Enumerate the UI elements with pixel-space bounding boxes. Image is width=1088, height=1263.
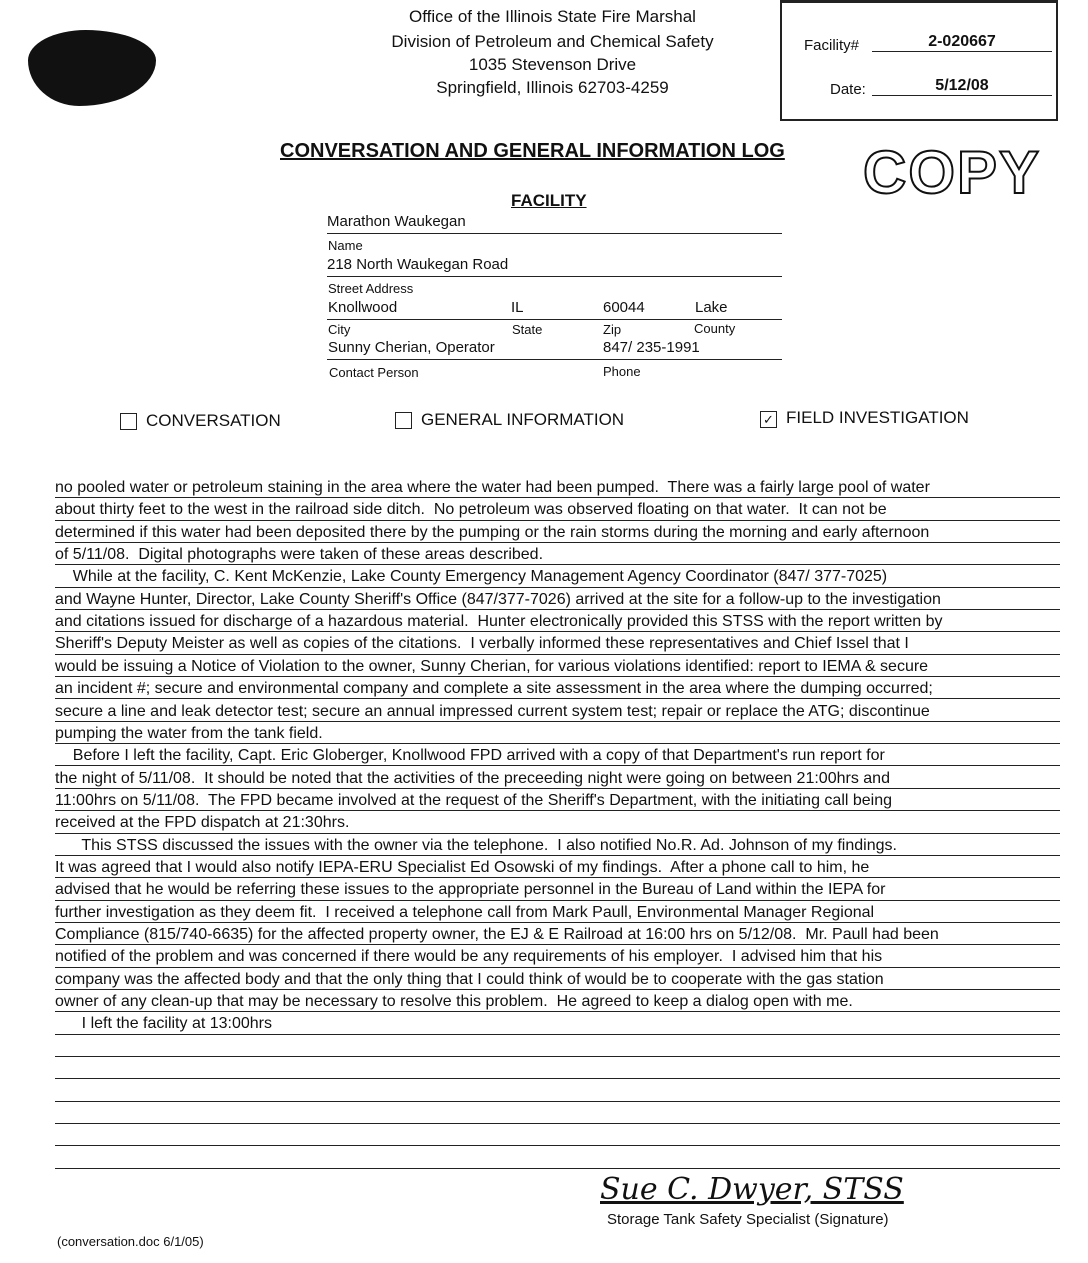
log-line	[55, 1147, 1060, 1169]
city-row	[327, 299, 782, 320]
field-investigation-label: FIELD INVESTIGATION	[786, 408, 969, 427]
page-title: CONVERSATION AND GENERAL INFORMATION LOG	[280, 140, 785, 162]
zip: 60044	[603, 299, 645, 316]
log-line: received at the FPD dispatch at 21:30hrs.	[55, 811, 1060, 833]
log-line: Compliance (815/740-6635) for the affected property owner, the EJ & E Railroad at 16:00 hrs on 5/12/08. Mr. Paull had been	[55, 923, 1060, 945]
facility-number-label: Facility#	[804, 37, 860, 54]
name-label: Name	[328, 238, 363, 253]
header-city: Springfield, Illinois 62703-4259	[436, 78, 669, 97]
log-line: Sheriff's Deputy Meister as well as copies of the citations. I verbally informed these representatives and Chief Issel that I	[55, 632, 1060, 654]
facility-number-value: 2-020667	[872, 33, 1052, 52]
log-line: an incident #; secure and environmental company and complete a site assessment in the area where the dumping occurred;	[55, 677, 1060, 699]
log-line	[55, 1102, 1060, 1124]
log-line	[55, 1079, 1060, 1101]
log-line	[55, 1124, 1060, 1146]
log-line: further investigation as they deem fit. I received a telephone call from Mark Paull, Environmental Manager Regional	[55, 901, 1060, 923]
county: Lake	[695, 299, 728, 316]
phone-label: Phone	[603, 364, 641, 379]
log-line: secure a line and leak detector test; secure an annual impressed current system test; repair or replace the ATG; discontinue	[55, 700, 1060, 722]
log-line: of 5/11/08. Digital photographs were taken of these areas described.	[55, 543, 1060, 565]
log-line: determined if this water had been deposited there by the pumping or the rain storms during the morning and early afternoon	[55, 521, 1060, 543]
footer-doc-reference: (conversation.doc 6/1/05)	[57, 1234, 204, 1249]
county-label: County	[694, 321, 736, 336]
log-line: and Wayne Hunter, Director, Lake County Sheriff's Office (847/377-7026) arrived at the site for a follow-up to the investigation	[55, 588, 1060, 610]
log-line: While at the facility, C. Kent McKenzie, Lake County Emergency Management Agency Coordinator (847/ 377-7025)	[55, 565, 1060, 587]
contact-person: Sunny Cherian, Operator	[328, 339, 495, 356]
handwritten-signature	[600, 1172, 904, 1207]
signature-text: Sue C. Dwyer, STSS	[600, 1172, 904, 1207]
log-line: would be issuing a Notice of Violation to the owner, Sunny Cherian, for various violations identified: report to IEMA & secure	[55, 655, 1060, 677]
log-line: Before I left the facility, Capt. Eric Globerger, Knollwood FPD arrived with a copy of that Department's run report for	[55, 744, 1060, 766]
log-line: and citations issued for discharge of a hazardous material. Hunter electronically provided this STSS with the report written by	[55, 610, 1060, 632]
street-label: Street Address	[328, 281, 414, 296]
street-row	[327, 256, 782, 277]
city-label: City	[328, 322, 351, 337]
header-street: 1035 Stevenson Drive	[468, 55, 637, 74]
header-office: Office of the Illinois State Fire Marshal	[409, 7, 696, 26]
date-value: 5/12/08	[872, 77, 1052, 96]
log-line: no pooled water or petroleum staining in the area where the water had been pumped. There was a fairly large pool of water	[55, 476, 1060, 498]
log-line: the night of 5/11/08. It should be noted that the activities of the preceeding night were going on between 21:00hrs and	[55, 767, 1060, 789]
log-line	[55, 1057, 1060, 1079]
conversation-label: CONVERSATION	[146, 411, 281, 430]
field-investigation-checkbox[interactable]: ✓	[760, 411, 777, 428]
contact-label: Contact Person	[329, 365, 419, 380]
log-line: 11:00hrs on 5/11/08. The FPD became involved at the request of the Sheriff's Department, with the initiating call being	[55, 789, 1060, 811]
signature-label: Storage Tank Safety Specialist (Signature)	[607, 1211, 889, 1228]
facility-name-row	[327, 213, 782, 234]
general-information-label: GENERAL INFORMATION	[421, 410, 625, 429]
conversation-checkbox[interactable]	[120, 413, 137, 430]
contact-row	[327, 339, 782, 360]
state-label: State	[512, 322, 543, 337]
facility-heading: FACILITY	[511, 191, 587, 210]
street-address: 218 North Waukegan Road	[327, 256, 509, 273]
log-line: pumping the water from the tank field.	[55, 722, 1060, 744]
facility-name: Marathon Waukegan	[327, 213, 466, 230]
log-line: I left the facility at 13:00hrs	[55, 1012, 1060, 1034]
zip-label: Zip	[603, 322, 622, 337]
log-line: advised that he would be referring these issues to the appropriate personnel in the Bureau of Land within the IEPA for	[55, 878, 1060, 900]
log-line: notified of the problem and was concerned if there would be any requirements of his employer. I advised him that his	[55, 945, 1060, 967]
state-seal-logo	[28, 30, 156, 106]
log-line: company was the affected body and that the only thing that I could think of would be to cooperate with the gas station	[55, 968, 1060, 990]
log-line: owner of any clean-up that may be necessary to resolve this problem. He agreed to keep a dialog open with me.	[55, 990, 1060, 1012]
log-line: This STSS discussed the issues with the owner via the telephone. I also notified No.R. Ad. Johnson of my findings.	[55, 834, 1060, 856]
log-line: It was agreed that I would also notify IEPA-ERU Specialist Ed Osowski of my findings. After a phone call to him, he	[55, 856, 1060, 878]
phone: 847/ 235-1991	[603, 339, 700, 356]
log-line	[55, 1035, 1060, 1057]
facility-date-box	[780, 0, 1058, 121]
log-line: about thirty feet to the west in the railroad side ditch. No petroleum was observed floating on that water. It can not be	[55, 498, 1060, 520]
copy-stamp: COPY	[863, 139, 1042, 206]
city: Knollwood	[328, 299, 398, 316]
header-division: Division of Petroleum and Chemical Safety	[391, 32, 714, 51]
general-information-checkbox[interactable]	[395, 412, 412, 429]
date-label: Date:	[830, 81, 866, 98]
state: IL	[511, 299, 524, 316]
